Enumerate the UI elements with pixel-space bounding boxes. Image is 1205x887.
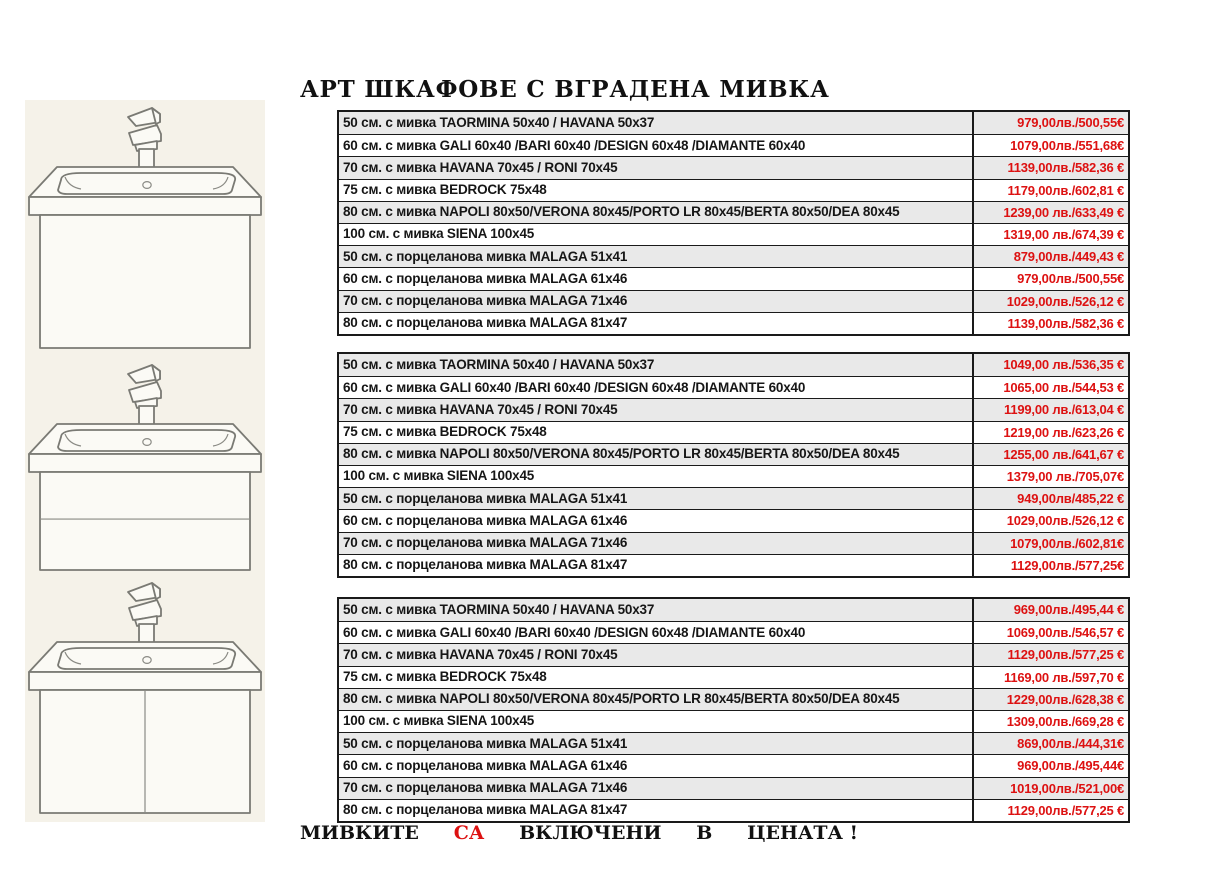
product-description: 70 см. с порцеланова мивка MALAGA 71x46 xyxy=(339,533,974,554)
product-price: 969,00лв./495,44€ xyxy=(1017,758,1124,774)
product-price: 1049,00 лв./536,35 € xyxy=(1003,357,1124,372)
vanity-sink-two-doors-illustration xyxy=(25,578,265,818)
product-price: 1199,00 лв./613,04 € xyxy=(1004,402,1124,418)
product-description: 80 см. с мивка NAPOLI 80x50/VERONA 80x45/PORTO LR 80x45/BERTA 80x50/DEA 80x45 xyxy=(339,202,974,223)
product-description: 80 см. с порцеланова мивка MALAGA 81x47 xyxy=(339,555,974,576)
table-row xyxy=(339,398,1128,420)
product-description: 60 см. с порцеланова мивка MALAGA 61x46 xyxy=(339,268,974,289)
table-row xyxy=(339,354,1128,376)
product-description: 75 см. с мивка BEDROCK 75x48 xyxy=(339,667,974,688)
product-price: 1239,00 лв./633,49 € xyxy=(1003,204,1124,220)
product-description: 70 см. с мивка HAVANA 70x45 / RONI 70x45 xyxy=(339,644,974,665)
product-description: 80 см. с мивка NAPOLI 80x50/VERONA 80x45/PORTO LR 80x45/BERTA 80x50/DEA 80x45 xyxy=(339,444,974,465)
product-description: 70 см. с порцеланова мивка MALAGA 71x46 xyxy=(339,778,974,799)
product-price: 1129,00лв./577,25€ xyxy=(1010,557,1124,573)
footer-word: В xyxy=(696,822,713,844)
product-price: 1019,00лв./521,00€ xyxy=(1010,780,1124,796)
vanity-sink-single-front-illustration xyxy=(25,103,265,353)
product-description: 60 см. с мивка GALI 60x40 /BARI 60x40 /DESIGN 60x48 /DIAMANTE 60x40 xyxy=(339,135,974,156)
product-price: 979,00лв./500,55€ xyxy=(1017,115,1124,130)
product-price: 1129,00лв./577,25 € xyxy=(1007,802,1124,818)
product-price: 879,00лв./449,43 € xyxy=(1013,249,1124,265)
product-price: 1379,00 лв./705,07€ xyxy=(1006,468,1124,484)
table-row xyxy=(339,532,1128,554)
table-row xyxy=(339,312,1128,334)
table-row xyxy=(339,754,1128,776)
product-description: 80 см. с порцеланова мивка MALAGA 81x47 xyxy=(339,800,974,821)
table-row xyxy=(339,643,1128,665)
product-description: 60 см. с порцеланова мивка MALAGA 61x46 xyxy=(339,510,974,531)
table-row xyxy=(339,245,1128,267)
product-description: 50 см. с мивка TAORMINA 50x40 / HAVANA 50x37 xyxy=(339,112,974,134)
table-row xyxy=(339,688,1128,710)
footer-word: МИВКИТЕ xyxy=(300,822,419,844)
product-price: 1079,00лв./602,81€ xyxy=(1010,535,1124,551)
product-description: 100 см. с мивка SIENA 100x45 xyxy=(339,711,974,732)
product-price: 1079,00лв./551,68€ xyxy=(1010,138,1124,154)
table-row xyxy=(339,509,1128,531)
footer-word: СА xyxy=(453,822,485,844)
table-row xyxy=(339,777,1128,799)
product-price: 1029,00лв./526,12 € xyxy=(1006,293,1124,309)
table-row xyxy=(339,223,1128,245)
product-price: 869,00лв./444,31€ xyxy=(1017,736,1124,752)
table-row xyxy=(339,554,1128,576)
product-description: 60 см. с порцеланова мивка MALAGA 61x46 xyxy=(339,755,974,776)
table-row xyxy=(339,621,1128,643)
table-row xyxy=(339,156,1128,178)
product-description: 60 см. с мивка GALI 60x40 /BARI 60x40 /DESIGN 60x48 /DIAMANTE 60x40 xyxy=(339,377,974,398)
product-price: 1139,00лв./582,36 € xyxy=(1007,315,1124,331)
product-price: 1319,00 лв./674,39 € xyxy=(1003,226,1124,242)
product-description: 100 см. с мивка SIENA 100x45 xyxy=(339,466,974,487)
product-price: 1029,00лв./526,12 € xyxy=(1006,513,1124,529)
table-row xyxy=(339,376,1128,398)
product-description: 75 см. с мивка BEDROCK 75x48 xyxy=(339,180,974,201)
page-title: АРТ ШКАФОВЕ С ВГРАДЕНА МИВКА xyxy=(300,76,830,103)
product-description: 60 см. с мивка GALI 60x40 /BARI 60x40 /DESIGN 60x48 /DIAMANTE 60x40 xyxy=(339,622,974,643)
price-table-1 xyxy=(337,110,1130,336)
product-description: 75 см. с мивка BEDROCK 75x48 xyxy=(339,422,974,443)
table-row xyxy=(339,201,1128,223)
table-row xyxy=(339,666,1128,688)
product-description: 50 см. с порцеланова мивка MALAGA 51x41 xyxy=(339,246,974,267)
table-row xyxy=(339,134,1128,156)
table-row xyxy=(339,443,1128,465)
product-price: 1219,00 лв./623,26 € xyxy=(1003,424,1124,440)
footer-word: ЦЕНАТА ! xyxy=(747,822,858,844)
product-price: 1139,00лв./582,36 € xyxy=(1007,160,1124,176)
product-description: 50 см. с мивка TAORMINA 50x40 / HAVANA 50x37 xyxy=(339,599,974,621)
footer-word: ВКЛЮЧЕНИ xyxy=(519,822,662,844)
table-row xyxy=(339,421,1128,443)
product-description: 100 см. с мивка SIENA 100x45 xyxy=(339,224,974,245)
table-row xyxy=(339,465,1128,487)
product-price: 1069,00лв./546,57 € xyxy=(1006,625,1124,641)
price-table-3 xyxy=(337,597,1130,823)
table-row xyxy=(339,267,1128,289)
product-description: 80 см. с мивка NAPOLI 80x50/VERONA 80x45/PORTO LR 80x45/BERTA 80x50/DEA 80x45 xyxy=(339,689,974,710)
table-row xyxy=(339,112,1128,134)
product-description: 80 см. с порцеланова мивка MALAGA 81x47 xyxy=(339,313,974,334)
table-row xyxy=(339,599,1128,621)
table-row xyxy=(339,710,1128,732)
product-description: 50 см. с мивка TAORMINA 50x40 / HAVANA 50x37 xyxy=(339,354,974,376)
table-row xyxy=(339,732,1128,754)
sinks-included-note xyxy=(300,822,858,844)
price-table-2 xyxy=(337,352,1130,578)
product-description: 70 см. с порцеланова мивка MALAGA 71x46 xyxy=(339,291,974,312)
product-description: 50 см. с порцеланова мивка MALAGA 51x41 xyxy=(339,733,974,754)
table-row xyxy=(339,799,1128,821)
vanity-illustrations-panel xyxy=(25,100,265,822)
table-row xyxy=(339,179,1128,201)
product-description: 50 см. с порцеланова мивка MALAGA 51x41 xyxy=(339,488,974,509)
product-price: 1065,00 лв./544,53 € xyxy=(1003,380,1124,396)
product-price: 1169,00 лв./597,70 € xyxy=(1004,669,1124,685)
product-price: 1255,00 лв./641,67 € xyxy=(1003,446,1124,462)
product-price: 1129,00лв./577,25 € xyxy=(1007,647,1124,663)
table-row xyxy=(339,487,1128,509)
product-price: 1179,00лв./602,81 € xyxy=(1007,182,1124,198)
product-description: 70 см. с мивка HAVANA 70x45 / RONI 70x45 xyxy=(339,399,974,420)
table-row xyxy=(339,290,1128,312)
product-price: 949,00лв/485,22 € xyxy=(1017,491,1124,507)
product-price: 1229,00лв./628,38 € xyxy=(1006,691,1124,707)
product-price: 1309,00лв./669,28 € xyxy=(1006,713,1124,729)
vanity-sink-two-drawers-illustration xyxy=(25,360,265,575)
product-price: 969,00лв./495,44 € xyxy=(1013,602,1124,617)
product-price: 979,00лв./500,55€ xyxy=(1017,271,1124,287)
product-description: 70 см. с мивка HAVANA 70x45 / RONI 70x45 xyxy=(339,157,974,178)
